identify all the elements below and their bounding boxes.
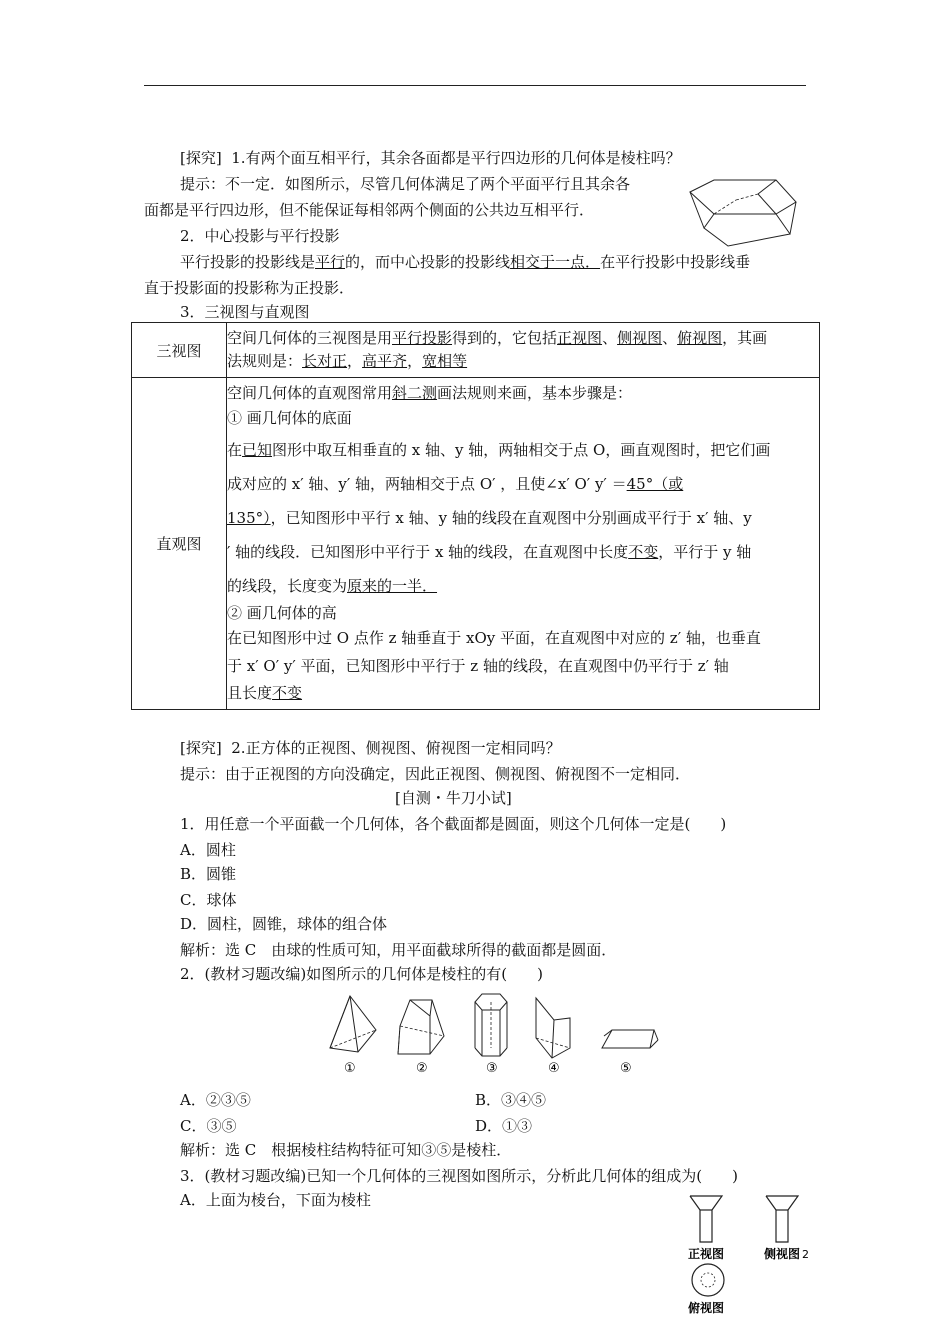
intuitive-view-content: 空间几何体的直观图常用斜二测画法规则来画，基本步骤是： ① 画几何体的底面 在已知图形中取互相垂直的 x 轴、y 轴，两轴相交于点 O，画直观图时，把它们画 成对应的 x′ 轴、y′ 轴，两轴相交于点 O′ ，且使∠x′ O′ y′ ＝45°（或 135°），已知图形中平行 x 轴、y 轴的线段在直观图中分别画成平行于 x′ 轴、y ′ 轴的线段．已知图形中平行于 x 轴的线段，在直观图中长度不变，平行于 y 轴 的线段，长度变为原来的一半． ② 画几何体的高 在已知图形中过 O 点作 z 轴垂直于 xOy 平面，在直观图中对应的 z′ 轴，也垂直 于 x′ O′ y′ 平面，已知图形中平行于 z 轴的线段，在直观图中仍平行于 z′ 轴 且长度不变 [227,378,820,710]
explore-tag: [探究] [180,739,222,757]
section2-heading: 2．中心投影与平行投影 [180,227,340,245]
non-prism-figure [688,172,800,250]
q1-option-a: A．圆柱 [180,841,236,859]
q2-option-b: B．③④⑤ [475,1091,547,1109]
q1-option-b: B．圆锥 [180,865,237,883]
side-view-label: 侧视图 [764,1247,801,1261]
explore2-hint: 提示：由于正视图的方向没确定，因此正视图、侧视图、俯视图不一定相同． [180,765,691,783]
side-view-shape [766,1196,798,1242]
q1-analysis: 解析：选 C 由球的性质可知，用平面截球所得的截面都是圆面． [180,941,617,959]
three-views-content: 空间几何体的三视图是用平行投影得到的，它包括正视图、侧视图、俯视图，其画 法规则是：长对正，高平齐，宽相等 [227,323,820,378]
slanted-prism-solid [602,1030,654,1048]
figure-label-2: ② [416,1061,428,1076]
q3-stem: 3．(教材习题改编)已知一个几何体的三视图如图所示，分析此几何体的组成为( ) [180,1167,738,1185]
front-view-shape [690,1196,722,1242]
answer-parallel: 平行 [315,253,346,271]
front-view-label: 正视图 [688,1247,725,1261]
frustum-solid [398,1000,444,1054]
q3-option-a: A．上面为棱台，下面为棱柱 [180,1191,371,1209]
top-view-label: 俯视图 [688,1301,725,1315]
figure-label-4: ④ [548,1061,560,1076]
explore-tag: [探究] [180,149,222,167]
q2-stem: 2．(教材习题改编)如图所示的几何体是棱柱的有( ) [180,965,543,983]
explore1-hint-line2: 面都是平行四边形，但不能保证每相邻两个侧面的公共边互相平行． [144,201,595,219]
explore2-question-line [180,738,561,758]
header-rule [144,85,806,86]
table-row-three-views [132,323,820,378]
top-view-outer-circle [692,1264,724,1296]
answer-intersect: 相交于一点． [510,253,601,271]
section2-paragraph-line2: 直于投影面的投影称为正投影． [144,279,355,297]
three-views-figure [680,1192,820,1322]
top-view-inner-circle [701,1273,715,1287]
solids-figure [320,990,680,1078]
row-header-three-views: 三视图 [132,323,227,378]
q1-option-d: D．圆柱，圆锥，球体的组合体 [180,915,388,933]
explore1-question: 1.有两个面互相平行，其余各面都是平行四边形的几何体是棱柱吗？ [231,149,681,167]
page-mark: 2 [802,1248,809,1261]
figure-label-1: ① [344,1061,356,1076]
q2-option-a: A．②③⑤ [180,1091,251,1109]
table-row-intuitive-view [132,378,820,710]
explore2-question: 2.正方体的正视图、侧视图、俯视图一定相同吗？ [231,739,561,757]
explore1-hint-line1: 提示：不一定．如图所示，尽管几何体满足了两个平面平行且其余各 [180,175,631,193]
figure-label-3: ③ [486,1061,498,1076]
q2-analysis: 解析：选 C 根据棱柱结构特征可知③⑤是棱柱． [180,1141,512,1159]
q2-option-d: D．①③ [475,1117,533,1135]
q2-option-c: C．③⑤ [180,1117,237,1135]
row-header-intuitive-view: 直观图 [132,378,227,710]
section3-heading: 3．三视图与直观图 [180,303,310,321]
q1-option-c: C．球体 [180,891,237,909]
section2-paragraph-line1: 平行投影的投影线是平行的，而中心投影的投影线相交于一点．在平行投影中投影线垂 [180,253,751,271]
figure-label-5: ⑤ [620,1061,632,1076]
explore1-question-line [180,148,681,168]
self-test-title: [自测・牛刀小试] [395,789,512,807]
truncated-prism-solid [536,998,570,1058]
q1-stem: 1．用任意一个平面截一个几何体，各个截面都是圆面，则这个几何体一定是( ) [180,815,727,833]
views-table [131,322,820,710]
pyramid-solid [330,996,376,1052]
